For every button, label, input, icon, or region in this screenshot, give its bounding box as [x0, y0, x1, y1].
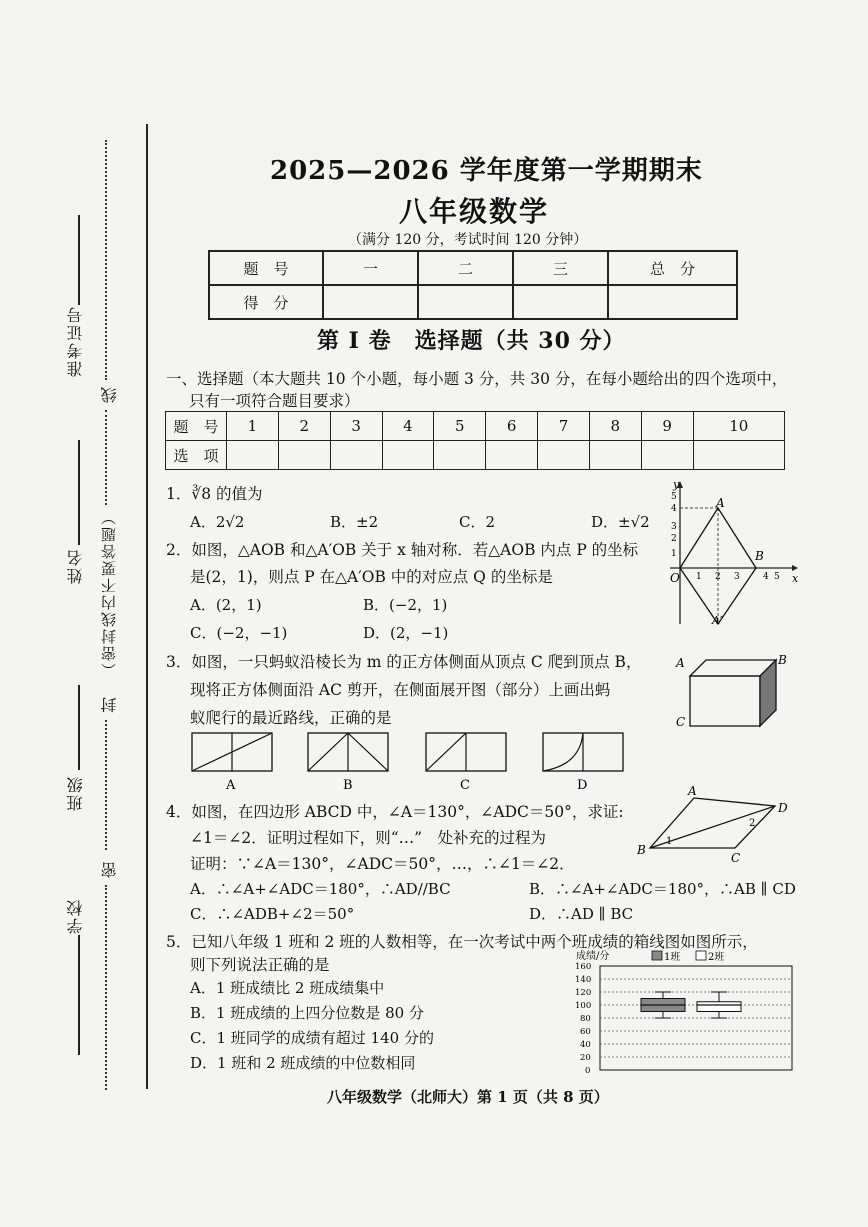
answer-number-cell: 9	[641, 412, 693, 441]
x-tick: 1	[696, 572, 702, 582]
seal-xian: 线	[100, 385, 119, 403]
point-b-label: B	[755, 549, 764, 563]
boxplot-marks	[641, 992, 741, 1018]
y-tick-label: 160	[575, 962, 592, 972]
q1-option-d: D．±√2	[591, 513, 650, 531]
q2-option-c: C．(−2，−1)	[190, 624, 288, 642]
seal-mi: 密	[100, 860, 119, 878]
x-tick: 2	[715, 572, 721, 582]
boxplot-ylabel: 成绩/分	[576, 951, 610, 962]
q3-label-c: C	[460, 778, 470, 793]
name-label: 姓名	[66, 548, 85, 584]
q2-stem-line-2: 是(2，1)，则点 P 在△A′OB 中的对应点 Q 的坐标是	[190, 568, 553, 586]
score-table	[208, 250, 738, 320]
point-a-label: A	[716, 496, 725, 510]
point-a-prime-label: A′	[712, 614, 723, 626]
origin-label: O	[670, 571, 680, 585]
score-input-cell[interactable]	[323, 285, 418, 319]
seal-dashes-4	[105, 885, 107, 1090]
answer-number-cell: 6	[486, 412, 538, 441]
score-cell: 二	[418, 251, 513, 285]
seal-warning: （密封线内不要答题）	[100, 508, 118, 678]
q3-label-a: A	[226, 778, 236, 793]
score-cell: 总 分	[608, 251, 737, 285]
answer-number-cell: 2	[278, 412, 330, 441]
seal-dashes-2	[105, 410, 107, 505]
answer-input-cell[interactable]	[434, 441, 486, 470]
y-tick-label: 140	[575, 975, 592, 985]
angle-1-label: 1	[666, 836, 673, 847]
answer-input-cell[interactable]	[589, 441, 641, 470]
answer-number-cell: 1	[227, 412, 279, 441]
q2-stem-line-1: 2．如图，△AOB 和△A′OB 关于 x 轴对称．若△AOB 内点 P 的坐标	[166, 541, 639, 559]
cube-label-b: B	[778, 654, 787, 667]
q4-option-b: B．∴∠A+∠ADC＝180°，∴AB ∥ CD	[529, 880, 796, 898]
score-table-score-row	[209, 285, 737, 319]
score-cell: 三	[513, 251, 608, 285]
cube-label-c: C	[676, 715, 686, 729]
score-cell: 题 号	[209, 251, 323, 285]
q4-stem-line-2: ∠1＝∠2．证明过程如下，则“…” 处补充的过程为	[190, 829, 547, 847]
y-tick-label: 100	[575, 1001, 592, 1011]
q3-stem-line-1: 3．如图，一只蚂蚁沿棱长为 m 的正方体侧面从顶点 C 爬到顶点 B，	[166, 653, 642, 671]
x-tick: 5	[774, 572, 780, 582]
subject-title: 八年级数学	[399, 195, 550, 228]
answer-number-cell: 3	[330, 412, 382, 441]
answer-input-cell[interactable]	[330, 441, 382, 470]
q4-option-c: C．∴∠ADB+∠2＝50°	[190, 905, 355, 923]
legend-swatch-class1	[652, 951, 662, 960]
angle-2-label: 2	[749, 818, 756, 829]
y-tick: 1	[671, 549, 677, 559]
q3-figure-d	[543, 733, 623, 793]
quad-label-d: D	[778, 801, 788, 815]
score-table-header-row	[209, 251, 737, 285]
quad-label-b: B	[637, 843, 646, 857]
y-tick-label: 120	[575, 988, 592, 998]
legend-label-class1: 1班	[664, 952, 681, 963]
y-tick-label: 20	[580, 1053, 591, 1063]
q1-stem: 1．∛8 的值为	[166, 485, 263, 503]
answer-input-cell[interactable]	[278, 441, 330, 470]
box-body	[697, 1002, 741, 1012]
q3-figure-c	[426, 733, 506, 793]
q3-figure-a	[192, 733, 272, 793]
instructions-line-2: 只有一项符合题目要求）	[189, 392, 360, 410]
boxplot-grid	[600, 979, 792, 1057]
q3-option-figures	[188, 729, 628, 793]
quad-label-a: A	[688, 784, 697, 798]
q2-option-b: B．(−2，1)	[363, 596, 448, 614]
x-tick: 4	[763, 572, 769, 582]
instructions-line-1: 一、选择题（本大题共 10 个小题，每小题 3 分，共 30 分，在每小题给出的四个选项中，	[166, 370, 788, 388]
q5-option-b: B．1 班成绩的上四分位数是 80 分	[190, 1004, 424, 1022]
answer-table	[165, 411, 785, 470]
answer-input-cell[interactable]	[693, 441, 784, 470]
answer-number-cell: 10	[693, 412, 784, 441]
answer-table-option-row	[166, 441, 785, 470]
q1-option-c: C．2	[459, 513, 496, 531]
q4-stem-line-1: 4．如图，在四边形 ABCD 中，∠A＝130°，∠ADC＝50°，求证:	[166, 803, 624, 821]
name-line	[78, 440, 80, 545]
y-tick: 4	[671, 504, 677, 514]
y-tick-label: 40	[580, 1040, 591, 1050]
seal-feng: 封	[100, 695, 119, 713]
q4-quadrilateral-figure	[632, 784, 794, 866]
class-label: 班级	[66, 775, 85, 811]
q5-option-d: D．1 班和 2 班成绩的中位数相同	[190, 1054, 416, 1072]
x-tick: 3	[734, 572, 740, 582]
q2-coordinate-figure	[660, 478, 800, 626]
y-tick-label: 0	[585, 1066, 591, 1076]
seal-dashes-3	[105, 720, 107, 850]
class-line	[78, 685, 80, 770]
answer-input-cell[interactable]	[538, 441, 590, 470]
q4-option-a: A．∴∠A+∠ADC＝180°，∴AD//BC	[190, 880, 451, 898]
score-input-cell[interactable]	[513, 285, 608, 319]
y-tick-label: 80	[580, 1014, 591, 1024]
y-tick-label: 60	[580, 1027, 591, 1037]
answer-number-cell: 5	[434, 412, 486, 441]
y-axis-label: y	[673, 478, 680, 491]
score-input-cell[interactable]	[608, 285, 737, 319]
q3-stem-line-3: 蚁爬行的最近路线，正确的是	[190, 709, 392, 727]
boxplot-ticks	[575, 962, 591, 1076]
answer-row-label: 选 项	[166, 441, 227, 470]
quad-label-c: C	[731, 851, 741, 865]
x-axis-label: x	[792, 572, 799, 585]
q4-stem-line-3: 证明：∵∠A＝130°，∠ADC＝50°，…，∴∠1＝∠2．	[190, 855, 575, 873]
answer-header-cell: 题 号	[166, 412, 227, 441]
q5-boxplot-chart	[568, 946, 796, 1078]
score-cell: 一	[323, 251, 418, 285]
q3-figure-b	[308, 733, 388, 793]
q2-option-d: D．(2，−1)	[363, 624, 449, 642]
y-tick: 2	[671, 534, 677, 544]
q3-label-b: B	[343, 778, 353, 793]
answer-table-number-row	[166, 412, 785, 441]
q3-stem-line-2: 现将正方体侧面沿 AC 剪开，在侧面展开图（部分）上画出蚂	[190, 681, 611, 699]
q3-label-d: D	[577, 778, 588, 793]
answer-number-cell: 4	[382, 412, 434, 441]
legend-label-class2: 2班	[708, 952, 725, 963]
y-tick: 3	[671, 522, 677, 532]
page-footer: 八年级数学（北师大）第 1 页（共 8 页）	[327, 1088, 609, 1106]
q1-option-a: A．2√2	[190, 513, 245, 531]
answer-number-cell: 7	[538, 412, 590, 441]
school-line	[78, 935, 80, 1055]
q5-stem-line-1: 5．已知八年级 1 班和 2 班的人数相等，在一次考试中两个班成绩的箱线图如图所示，	[166, 933, 758, 951]
q4-option-d: D．∴AD ∥ BC	[529, 905, 634, 923]
answer-input-cell[interactable]	[227, 441, 279, 470]
answer-number-cell: 8	[589, 412, 641, 441]
q2-option-a: A．(2，1)	[190, 596, 262, 614]
binding-border	[146, 124, 148, 1089]
answer-input-cell[interactable]	[641, 441, 693, 470]
exam-number-label: 准考证号	[66, 305, 85, 377]
q1-option-b: B．±2	[330, 513, 379, 531]
q5-option-c: C．1 班同学的成绩有超过 140 分的	[190, 1029, 434, 1047]
answer-input-cell[interactable]	[382, 441, 434, 470]
cube-label-a: A	[676, 656, 685, 670]
exam-title: 2025—2026 学年度第一学期期末	[270, 156, 703, 186]
exam-number-line	[78, 215, 80, 305]
answer-input-cell[interactable]	[486, 441, 538, 470]
y-tick: 5	[671, 492, 677, 502]
score-input-cell[interactable]	[418, 285, 513, 319]
seal-dashes-1	[105, 140, 107, 380]
q5-stem-line-2: 则下列说法正确的是	[190, 956, 330, 974]
legend-swatch-class2	[696, 951, 706, 960]
score-time-note: （满分 120 分，考试时间 120 分钟）	[348, 232, 588, 248]
school-label: 学校	[66, 898, 85, 934]
q5-option-a: A．1 班成绩比 2 班成绩集中	[190, 979, 385, 997]
section-title: 第 I 卷 选择题（共 30 分）	[317, 328, 626, 354]
q3-cube-figure	[672, 654, 792, 734]
score-cell: 得 分	[209, 285, 323, 319]
